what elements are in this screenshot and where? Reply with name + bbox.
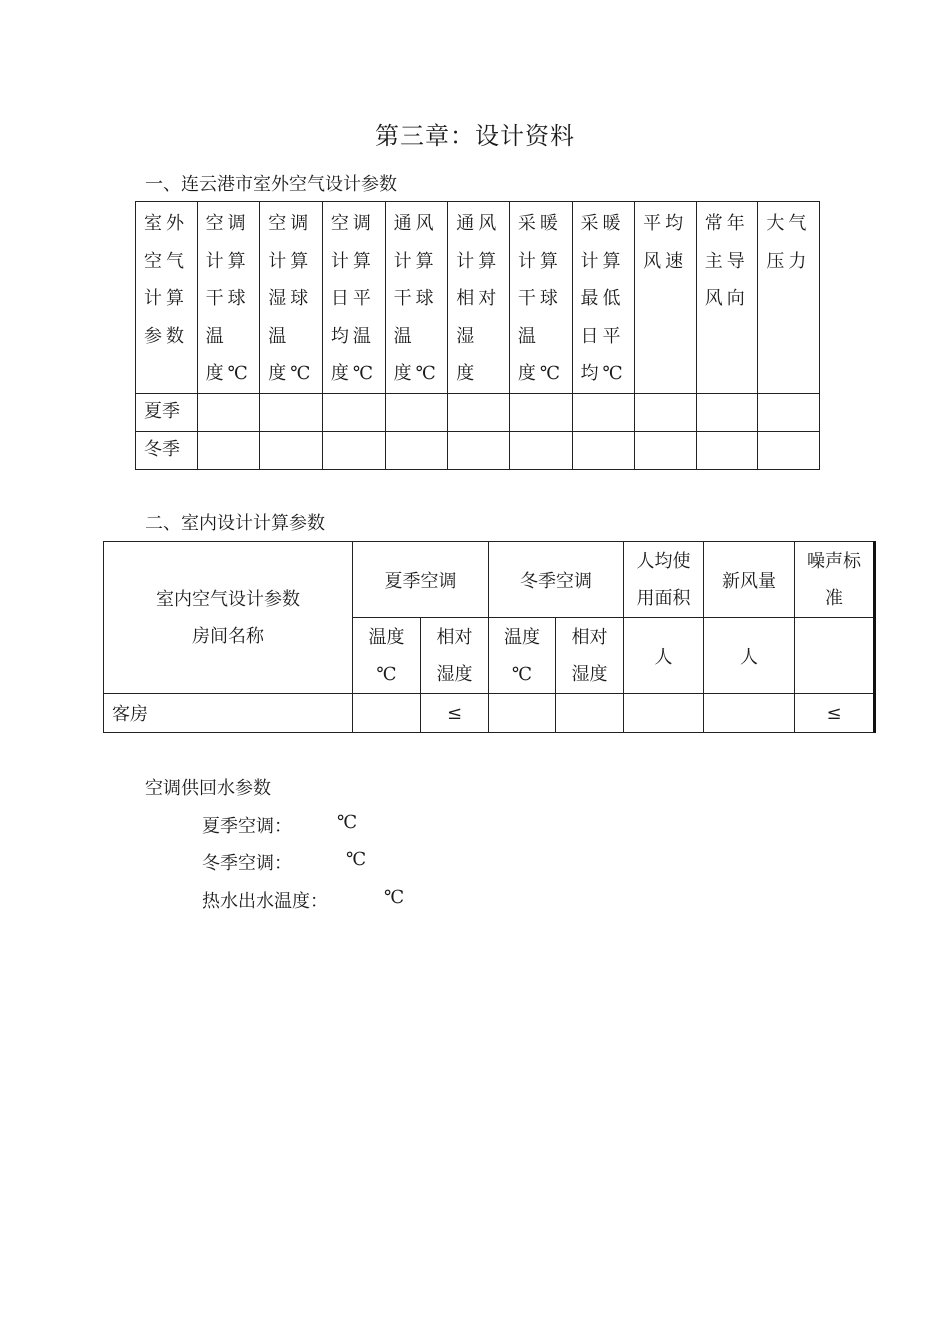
header-text: 采暖 计算 最低 日平 均℃: [580, 213, 627, 384]
value-cell[interactable]: [197, 393, 260, 431]
value-cell[interactable]: [635, 431, 697, 469]
section1-heading: 一、连云港市室外空气设计参数: [145, 174, 397, 195]
header-cell: [448, 202, 510, 394]
header-cell: [136, 202, 198, 394]
room-row: [104, 694, 875, 733]
header-cell: [572, 202, 635, 394]
value-cell[interactable]: [696, 431, 758, 469]
header-cell: [509, 202, 572, 394]
winter-ac-unit: ℃: [346, 849, 367, 870]
summer-ac-header: 夏季空调: [353, 542, 489, 618]
value-cell[interactable]: [322, 431, 385, 469]
summer-ac-unit: ℃: [337, 812, 358, 833]
summer-row: [136, 393, 820, 431]
header-text: 室外 空气 计算 参数: [144, 213, 188, 347]
per-area-header: 人均使 用面积: [624, 542, 704, 618]
summer-humidity-header: 相对 湿度: [421, 618, 489, 694]
per-area-unit: 人: [624, 618, 704, 694]
header-cell: [197, 202, 260, 394]
room-name: 客房: [104, 694, 353, 733]
value-cell[interactable]: [260, 431, 323, 469]
row-label-cell: [136, 393, 198, 431]
value-cell[interactable]: [758, 393, 820, 431]
value-cell[interactable]: [758, 431, 820, 469]
row-label: 夏季: [144, 400, 180, 422]
header-text: 空调 计算 湿球 温 度℃: [268, 213, 315, 384]
header-text: 空调 计算 日平 均温 度℃: [330, 213, 378, 384]
header-text: 通风 计算 干球 温 度℃: [393, 213, 440, 384]
value-cell[interactable]: [489, 694, 556, 733]
value-cell[interactable]: [448, 431, 510, 469]
value-cell[interactable]: [197, 431, 260, 469]
value-cell[interactable]: [322, 393, 385, 431]
value-cell[interactable]: [556, 694, 624, 733]
hot-water-label: 热水出水温度：: [202, 891, 328, 912]
value-cell[interactable]: [635, 393, 697, 431]
value-cell[interactable]: [509, 431, 572, 469]
value-cell[interactable]: [385, 393, 448, 431]
winter-humidity-header: 相对 湿度: [556, 618, 624, 694]
header-cell: [385, 202, 448, 394]
value-cell[interactable]: [696, 393, 758, 431]
header-cell: [635, 202, 697, 394]
noise-header: 噪声标 准: [795, 542, 875, 618]
value-cell[interactable]: [704, 694, 795, 733]
header-text: 空调 计算 干球 温 度℃: [205, 213, 252, 384]
outdoor-params-table: [135, 201, 820, 470]
section2-heading: 二、室内设计计算参数: [145, 513, 325, 534]
header-cell: [260, 202, 323, 394]
row-label: 冬季: [144, 438, 180, 460]
value-cell[interactable]: [509, 393, 572, 431]
summer-ac-label: 夏季空调：: [202, 816, 292, 837]
indoor-header-row-1: [104, 542, 875, 618]
noise-le-cell[interactable]: ≤: [795, 694, 875, 733]
winter-row: [136, 431, 820, 469]
value-cell[interactable]: [448, 393, 510, 431]
header-text: 采暖 计算 干球 温 度℃: [517, 213, 564, 384]
header-text: 平均 风速: [643, 213, 688, 272]
indoor-params-table: [103, 541, 876, 733]
value-cell[interactable]: [624, 694, 704, 733]
header-text: 常年 主导 风向: [704, 213, 749, 309]
header-text: 通风 计算 相对 湿 度: [456, 213, 501, 384]
summer-temp-header: 温度 ℃: [353, 618, 421, 694]
value-cell[interactable]: [353, 694, 421, 733]
fresh-air-unit: 人: [704, 618, 795, 694]
value-cell[interactable]: [385, 431, 448, 469]
noise-unit: [795, 618, 875, 694]
fresh-air-header: 新风量: [704, 542, 795, 618]
value-cell[interactable]: [260, 393, 323, 431]
corner-line2: 房间名称: [192, 625, 264, 647]
header-cell: [758, 202, 820, 394]
header-cell: [322, 202, 385, 394]
header-text: 大气 压力: [766, 213, 811, 272]
corner-line1: 室内空气设计参数: [156, 588, 300, 610]
header-cell: [696, 202, 758, 394]
corner-cell: [104, 542, 353, 694]
humidity-le-cell[interactable]: ≤: [421, 694, 489, 733]
value-cell[interactable]: [572, 393, 635, 431]
winter-temp-header: 温度 ℃: [489, 618, 556, 694]
chapter-title: 第三章：设计资料: [375, 122, 575, 150]
water-params-heading: 空调供回水参数: [145, 778, 271, 799]
winter-ac-header: 冬季空调: [489, 542, 624, 618]
outdoor-header-row: [136, 202, 820, 394]
hot-water-unit: ℃: [384, 887, 405, 908]
winter-ac-label: 冬季空调：: [202, 853, 292, 874]
value-cell[interactable]: [572, 431, 635, 469]
row-label-cell: [136, 431, 198, 469]
